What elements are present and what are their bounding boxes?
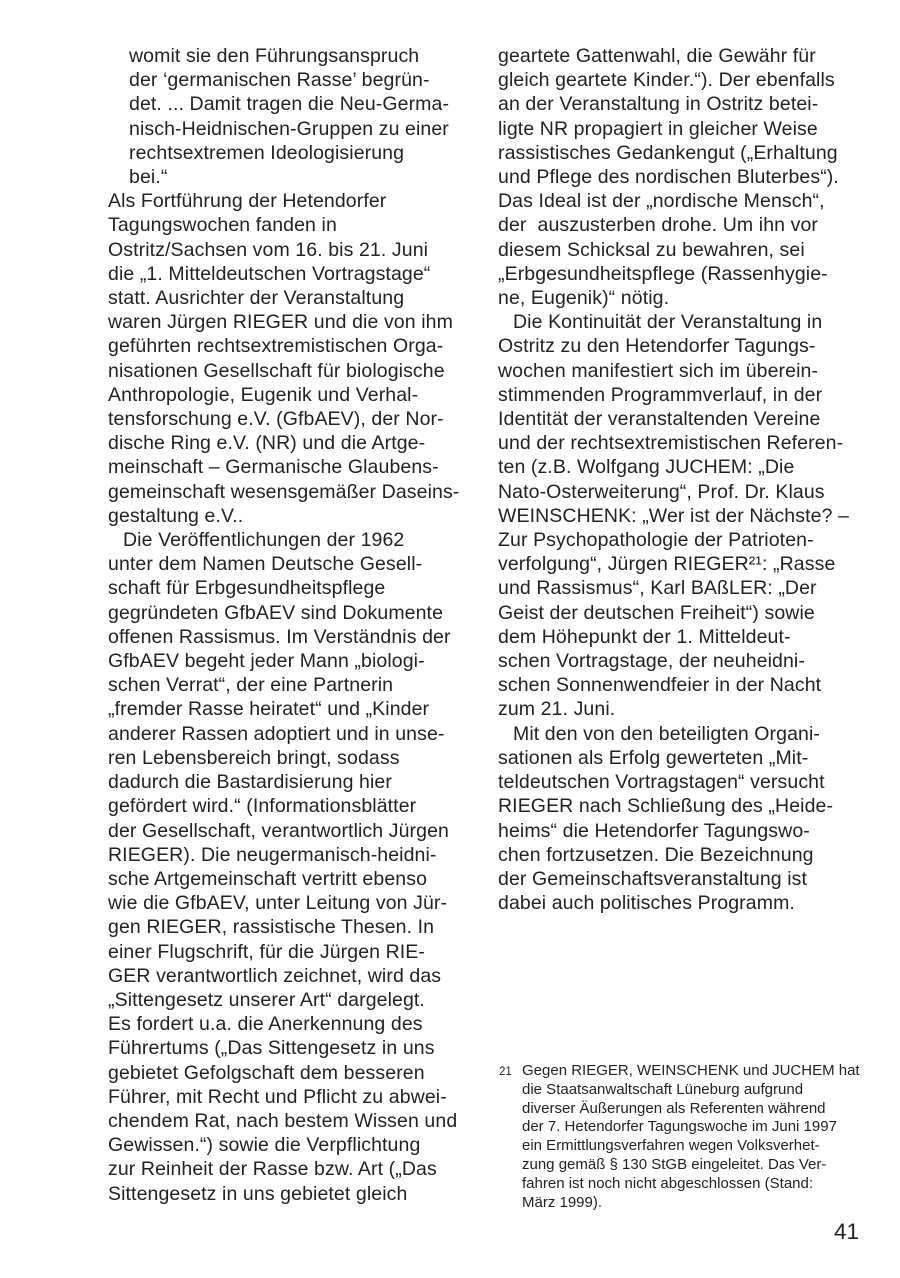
text-line: an der Veranstaltung in Ostritz betei- [498, 93, 819, 116]
text-line: Identität der veranstaltenden Vereine [498, 408, 821, 431]
text-line: chen fortzusetzen. Die Bezeichnung [498, 843, 814, 866]
text-line: sationen als Erfolg gewerteten „Mit- [498, 746, 809, 769]
text-line: die „1. Mitteldeutschen Vortragstage“ [108, 262, 431, 285]
text-line: geführten rechtsextremistischen Orga- [108, 335, 444, 358]
text-line: womit sie den Führungsanspruch [129, 45, 420, 67]
text-line: gebietet Gefolgschaft dem besseren [108, 1061, 425, 1084]
left-column [108, 44, 494, 1206]
text-line: ein Ermittlungsverfahren wegen Volksverhet- [522, 1137, 820, 1155]
text-line: Gegen RIEGER, WEINSCHENK und JUCHEM hat [522, 1062, 860, 1079]
text-line: einer Flugschrift, für die Jürgen RIE- [108, 940, 426, 963]
text-line: meinschaft – Germanische Glaubens- [108, 456, 439, 479]
text-line: „fremder Rasse heiratet“ und „Kinder [108, 698, 430, 721]
text-line: gefördert wird.“ (Informationsblätter [108, 795, 417, 818]
text-line: der ‘germanischen Rasse’ begrün- [129, 69, 430, 92]
text-line: waren Jürgen RIEGER und die von ihm [108, 311, 453, 334]
text-line: und der rechtsextremistischen Referen- [498, 432, 844, 455]
text-line: Die Kontinuität der Veranstaltung in [513, 311, 823, 334]
text-line: tensforschung e.V. (GfbAEV), der Nor- [108, 408, 444, 431]
text-line: schaft für Erbgesundheitspflege [108, 577, 386, 600]
text-line: und Rassismus“, Karl BAßLER: „Der [498, 577, 817, 600]
text-line: unter dem Namen Deutsche Gesell- [108, 553, 423, 576]
text-line: der Gesellschaft, verantwortlich Jürgen [108, 819, 449, 842]
text-line: dadurch die Bastardisierung hier [108, 771, 392, 794]
text-line: gen RIEGER, rassistische Thesen. In [108, 916, 435, 939]
text-line: Geist der deutschen Freiheit“) sowie [498, 601, 815, 624]
text-line: dem Höhepunkt der 1. Mitteldeut- [498, 625, 791, 648]
paragraph [498, 44, 880, 310]
text-line: gegründeten GfbAEV sind Dokumente [108, 601, 444, 624]
text-line: det. ... Damit tragen die Neu-Germa- [129, 93, 450, 116]
text-line: gleich geartete Kinder.“). Der ebenfalls [498, 69, 835, 92]
text-line: anderer Rassen adoptiert und in unse- [108, 722, 445, 745]
text-line: Zur Psychopathologie der Patrioten- [498, 529, 814, 552]
text-line: dische Ring e.V. (NR) und die Artge- [108, 432, 426, 455]
text-line: chendem Rat, nach bestem Wissen und [108, 1109, 458, 1132]
paragraph [108, 528, 494, 1206]
text-line: Nato-Osterweiterung“, Prof. Dr. Klaus [498, 480, 825, 503]
text-line: GER verantwortlich zeichnet, wird das [108, 964, 442, 987]
right-column [498, 44, 880, 915]
text-line: Mit den von den beteiligten Organi- [513, 722, 821, 745]
text-line: gemeinschaft wesensgemäßer Daseins- [108, 480, 460, 503]
text-line: der auszusterben drohe. Um ihn vor [498, 214, 818, 237]
text-line: ligte NR propagiert in gleicher Weise [498, 117, 818, 140]
text-line: schen Vortragstage, der neuheidni- [498, 650, 805, 673]
text-line: diesem Schicksal zu bewahren, sei [498, 238, 805, 261]
text-line: Anthropologie, Eugenik und Verhal- [108, 383, 419, 406]
blockquote [108, 44, 494, 189]
text-line: wie die GfbAEV, unter Leitung von Jür- [108, 892, 448, 915]
text-line: Gewissen.“) sowie die Verpflichtung [108, 1134, 421, 1157]
text-line: verfolgung“, Jürgen RIEGER²¹: „Rasse [498, 553, 836, 576]
text-line: rassistisches Gedankengut („Erhaltung [498, 141, 838, 164]
text-line: diverser Äußerungen als Referenten während [522, 1099, 826, 1117]
text-line: fahren ist noch nicht abgeschlossen (Stand: [522, 1174, 814, 1192]
page-number: 41 [833, 1219, 859, 1244]
text-line: Tagungswochen fanden in [108, 214, 337, 237]
text-line: RIEGER). Die neugermanisch-heidni- [108, 843, 437, 866]
text-line: zung gemäß § 130 StGB eingeleitet. Das Ver- [522, 1155, 827, 1173]
text-line: und Pflege des nordischen Bluterbes“). [498, 166, 839, 189]
text-line: ne, Eugenik)“ nötig. [498, 287, 670, 310]
text-line: offenen Rassismus. Im Verständnis der [108, 625, 451, 648]
text-line: März 1999). [522, 1193, 603, 1211]
footnote-text [522, 1062, 879, 1212]
text-line: geartete Gattenwahl, die Gewähr für [498, 45, 816, 67]
text-line: Führertums („Das Sittengesetz in uns [108, 1037, 435, 1060]
paragraph [108, 189, 494, 528]
text-line: statt. Ausrichter der Veranstaltung [108, 287, 405, 310]
text-line: Das Ideal ist der „nordische Mensch“, [498, 190, 825, 213]
text-line: rechtsextremen Ideologisierung [129, 141, 405, 164]
text-line: teldeutschen Vortragstagen“ versucht [498, 771, 825, 794]
text-line: schen Sonnenwendfeier in der Nacht [498, 674, 822, 697]
footnote-marker: 21 [499, 1066, 512, 1078]
text-line: Es fordert u.a. die Anerkennung des [108, 1013, 423, 1036]
text-line: der 7. Hetendorfer Tagungswoche im Juni 1997 [522, 1118, 837, 1136]
right-column-paragraphs [498, 44, 880, 915]
text-line: gestaltung e.V.. [108, 504, 244, 527]
text-line: dabei auch politisches Programm. [498, 892, 795, 915]
paragraph [498, 310, 880, 721]
text-line: bei.“ [129, 166, 168, 189]
text-line: WEINSCHENK: „Wer ist der Nächste? – [498, 504, 849, 527]
text-line: heims“ die Hetendorfer Tagungswo- [498, 819, 810, 842]
text-line: RIEGER nach Schließung des „Heide- [498, 795, 834, 818]
text-line: ten (z.B. Wolfgang JUCHEM: „Die [498, 456, 795, 479]
text-line: sche Artgemeinschaft vertritt ebenso [108, 867, 428, 890]
text-line: Als Fortführung der Hetendorfer [108, 190, 387, 213]
text-line: Sittengesetz in uns gebietet gleich [108, 1182, 408, 1205]
text-line: schen Verrat“, der eine Partnerin [108, 674, 394, 697]
text-line: die Staatsanwaltschaft Lüneburg aufgrund [522, 1080, 804, 1098]
text-line: zum 21. Juni. [498, 698, 616, 721]
text-line: zur Reinheit der Rasse bzw. Art („Das [108, 1158, 437, 1181]
text-line: ren Lebensbereich bringt, sodass [108, 746, 400, 769]
text-line: Führer, mit Recht und Pflicht zu abwei- [108, 1085, 447, 1108]
text-line: nisationen Gesellschaft für biologische [108, 359, 445, 382]
text-line: Ostritz zu den Hetendorfer Tagungs- [498, 335, 816, 358]
text-line: GfbAEV begeht jeder Mann „biologi- [108, 650, 425, 673]
text-line: Ostritz/Sachsen vom 16. bis 21. Juni [108, 238, 429, 261]
text-line: wochen manifestiert sich im überein- [498, 359, 819, 382]
text-line: nisch-Heidnischen-Gruppen zu einer [129, 117, 449, 140]
text-line: „Erbgesundheitspflege (Rassenhygie- [498, 262, 828, 285]
paragraph [498, 722, 880, 916]
footnote [499, 1062, 879, 1212]
text-line: der Gemeinschaftsveranstaltung ist [498, 867, 808, 890]
text-line: „Sittengesetz unserer Art“ dargelegt. [108, 988, 425, 1011]
left-column-paragraphs [108, 189, 494, 1206]
text-line: stimmenden Programmverlauf, in der [498, 383, 823, 406]
text-line: Die Veröffentlichungen der 1962 [123, 529, 405, 552]
